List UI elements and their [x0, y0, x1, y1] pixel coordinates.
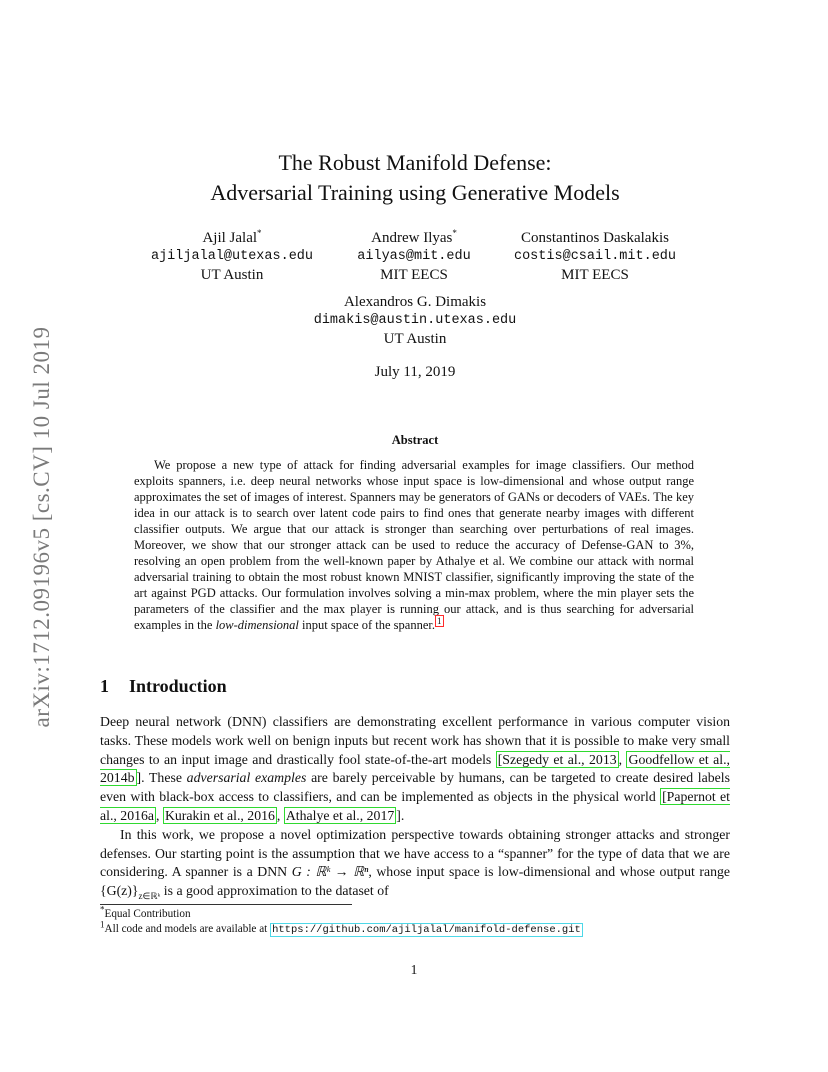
author-block	[314, 229, 514, 285]
author-block	[290, 293, 540, 349]
paper-title	[100, 148, 730, 208]
equal-contribution-mark: *	[257, 228, 262, 238]
paragraph: Deep neural network (DNN) classifiers are demonstrating excellent performance in various computer vision tasks. These models work well on benign inputs but recent work has shown that it is possible to make very small changes to an input image and drastically fool state-of-the-art models [Szegedy et al., 2013 , Goodfellow et al., 2014b ]. These adversarial examples are barely perceivable by humans, can be targeted to create desired labels even with black-box access to classifiers, and can be implemented as objects in the physical world [Papernot et al., 2016a , Kurakin et al., 2016 , Athalye et al., 2017 ].	[100, 714, 731, 823]
author-name: Ajil Jalal	[202, 230, 258, 246]
author-name: Andrew Ilyas	[371, 230, 453, 246]
abstract-heading: Abstract	[391, 433, 439, 447]
citation-link[interactable]: Kurakin et al., 2016	[164, 807, 275, 823]
section-heading-introduction	[100, 676, 227, 697]
arxiv-identifier-stamp: arXiv:1712.09196v5 [cs.CV] 10 Jul 2019	[29, 326, 54, 728]
introduction-body	[100, 713, 730, 906]
footnote-item: *Equal Contribution	[100, 904, 191, 920]
code-repository-link[interactable]: https://github.com/ajiljalal/manifold-defense.git	[272, 924, 581, 936]
author-affiliation: MIT EECS	[380, 267, 448, 283]
citation-link[interactable]: Goodfellow et al., 2014b	[100, 751, 730, 786]
abstract-italic-term: low-dimensional	[215, 618, 299, 633]
italic-term: adversarial examples	[186, 770, 307, 786]
citation-link[interactable]: [Szegedy et al., 2013	[497, 751, 617, 767]
footnote-divider	[100, 904, 352, 905]
page-number: 1	[410, 962, 418, 977]
title-line-2: Adversarial Training using Generative Models	[210, 180, 620, 205]
author-email[interactable]: dimakis@austin.utexas.edu	[313, 312, 517, 328]
section-title: Introduction	[129, 676, 227, 696]
author-name: Constantinos Daskalakis	[521, 230, 669, 246]
math-expression: G : ℝᵏ → ℝⁿ	[291, 864, 369, 880]
citation-link[interactable]: [Papernot et al., 2016a	[100, 789, 731, 823]
title-line-1: The Robust Manifold Defense:	[278, 150, 552, 175]
author-email[interactable]: ajiljalal@utexas.edu	[150, 248, 314, 264]
publication-date: July 11, 2019	[374, 364, 456, 380]
author-name: Alexandros G. Dimakis	[343, 294, 487, 310]
author-affiliation: UT Austin	[383, 331, 447, 347]
equal-contribution-mark: *	[452, 228, 457, 238]
author-affiliation: MIT EECS	[561, 267, 629, 283]
author-affiliation: UT Austin	[200, 267, 264, 283]
footnote-link[interactable]: 1	[437, 616, 442, 627]
math-expression: $\{G(z)\}_{z\in ℝᵏ}$	[100, 883, 161, 901]
paragraph: In this work, we propose a novel optimization perspective towards obtaining stronger attacks and stronger defenses. Our starting point is the assumption that we have access to a “spanner” for the type of data that we are considering. A spanner is a DNN G : ℝᵏ → ℝⁿ, whose input space is low-dimensional and whose output range $\{G(z)\}_{z\in ℝᵏ}$ is a good approximation to the dataset of	[100, 826, 730, 901]
section-number: 1	[100, 676, 109, 696]
abstract-text: We propose a new type of attack for finding adversarial examples for image classifiers. Our method exploits spanners, i.e. deep neural networks whose input space is low-dimensional and whose output range approximates the set of images of interest. Spanners may be generators of GANs or decoders of VAEs. The key idea in our attack is to search over latent code pairs to find ones that generate nearby images with different classifier outputs. We argue that our attack is stronger than searching over perturbations of real images. Moreover, we show that our stronger attack can be used to reduce the accuracy of Defense-GAN to 3%, resolving an open problem from the well-known paper by Athalye et al. We combine our attack with normal adversarial training to obtain the most robust known MNIST classifier, significantly improving the state of the art against PGD attacks. Our formulation involves solving a min-max problem, where the min player sets the parameters of the classifier and the max player is running our attack, and is thus searching for adversarial examples in the low-dimensional input space of the spanner. $^1$	[134, 458, 694, 633]
author-block	[132, 229, 332, 285]
author-email[interactable]: ailyas@mit.edu	[357, 248, 471, 264]
author-email[interactable]: costis@csail.mit.edu	[513, 248, 677, 264]
footnote-item: $^1$All code and models are available at https://github.com/ajiljalal/manifold-defense.git	[100, 919, 581, 936]
author-block	[485, 229, 705, 285]
footnotes	[100, 904, 740, 938]
citation-link[interactable]: Athalye et al., 2017	[285, 807, 395, 823]
